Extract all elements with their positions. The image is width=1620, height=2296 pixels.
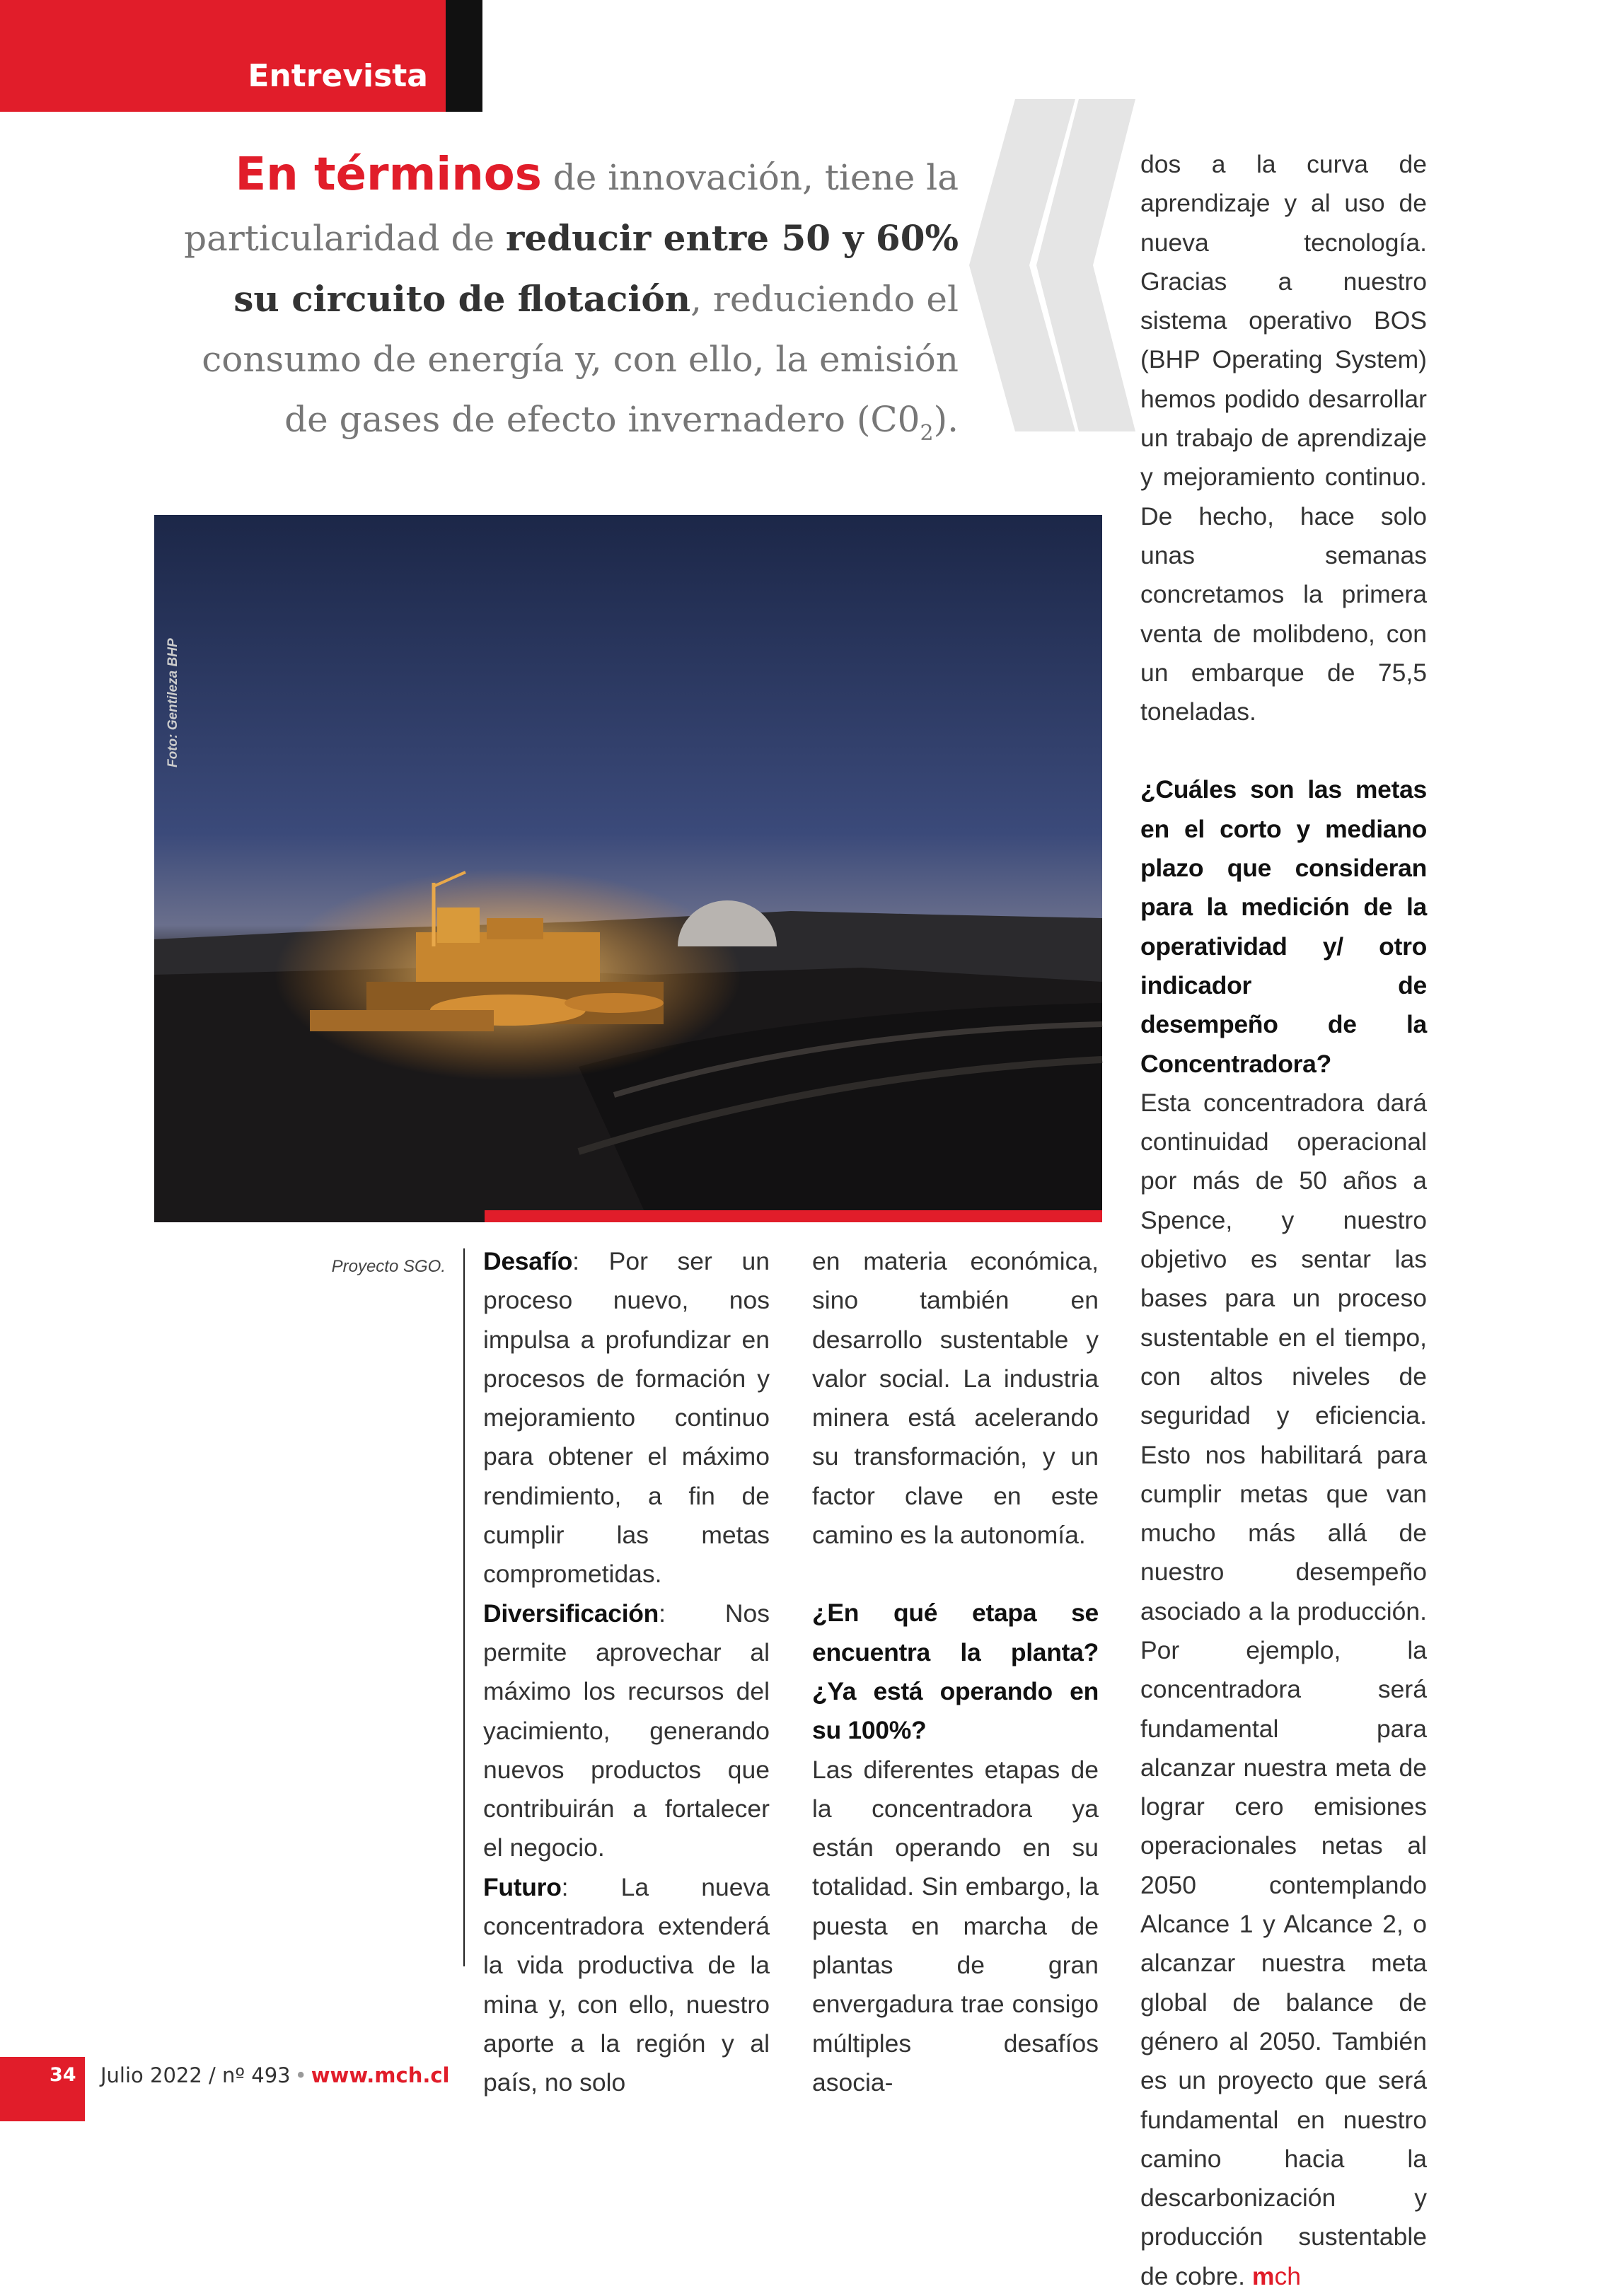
- pull-quote-bold: reducir entre 50 y 60% su circuito de flotación: [233, 217, 959, 320]
- column-divider: [463, 1248, 465, 1966]
- paragraph: Las diferentes etapas de la concentradora ya están operando en su totalidad. Sin embargo, la puesta en marcha de plantas de gran envergadura trae consigo múltiples desafíos asocia-: [812, 1755, 1099, 2097]
- sig-m: m: [1251, 2261, 1275, 2290]
- column-1: [483, 1242, 770, 2103]
- pull-quote-text-2: , reduciendo el consumo de energía y, con ello, la emisión de gases de efecto invernadero (C0: [202, 279, 959, 440]
- paragraph: en materia económica, sino también en desarrollo sustentable y valor social. La industria minera está acelerando su transformación, y un factor clave en este camino es la autonomía.: [812, 1247, 1099, 1550]
- photo-accent-bar: [485, 1210, 1102, 1222]
- section-banner-edge: [446, 0, 482, 112]
- interview-question: ¿Cuáles son las metas en el corto y mediano plazo que consideran para la medición de la operatividad y/ otro indicador de desempeño de la Concentradora?: [1140, 775, 1427, 1078]
- interview-question: ¿En qué etapa se encuentra la planta? ¿Ya está operando en su 100%?: [812, 1599, 1099, 1745]
- pull-quote-text-3: ).: [933, 399, 959, 440]
- section-banner: [0, 0, 482, 112]
- paragraph-final: [1140, 1084, 1427, 2296]
- paragraph-text: Esta concentradora dará continuidad operacional por más de 50 años a Spence, y nuestro objetivo es sentar las bases para un proceso sustentable en el tiempo, con altos niveles de seguridad y eficiencia. Esto nos habilitará para cumplir metas que van mucho más allá de nuestro desempeño asociado a la producción. Por ejemplo, la concentradora será fundamental para alcanzar nuestra meta de lograr cero emisiones operacionales netas al 2050 contemplando Alcance 1 y Alcance 2, o alcanzar nuestra meta global de balance de género al 2050. También es un proyecto que será fundamental en nuestro camino hacia la descarbonización y producción sustentable de cobre.: [1140, 1088, 1427, 2290]
- term-diversificacion: Diversificación: [483, 1599, 659, 1628]
- text-desafio: : Por ser un proceso nuevo, nos impulsa a profundizar en procesos de formación y mejoramiento continuo para obtener el máximo rendimiento, a fin de cumplir las metas comprometidas.: [483, 1247, 770, 1589]
- paragraph-diversificacion: [483, 1594, 770, 1868]
- page-number: 34: [50, 2064, 76, 2086]
- plant-night-photo: [154, 515, 1102, 1222]
- text-futuro: : La nueva concentradora extenderá la vida productiva de la mina y, con ello, nuestro aporte a la región y al país, no solo: [483, 1872, 770, 2097]
- photo-caption: Proyecto SGO.: [331, 1257, 446, 1276]
- website-link[interactable]: www.mch.cl: [311, 2063, 450, 2087]
- issue-info: Julio 2022 / nº 493: [100, 2063, 291, 2087]
- term-desafio: Desafío: [483, 1247, 573, 1275]
- pull-quote-subscript: 2: [920, 421, 934, 446]
- paragraph-futuro: [483, 1868, 770, 2103]
- mch-signature-logo: [1252, 2262, 1301, 2290]
- text-diversificacion: : Nos permite aprovechar al máximo los recursos del yacimiento, generando nuevos productos que contribuirán a fortalecer el negocio.: [483, 1599, 770, 1862]
- term-futuro: Futuro: [483, 1872, 562, 1901]
- footer-separator: •: [294, 2063, 307, 2087]
- section-label: Entrevista: [248, 58, 428, 94]
- pull-quote-text-1: de innovación, tiene la particularidad de: [184, 157, 959, 259]
- paragraph: dos a la curva de aprendizaje y al uso de nueva tecnología. Gracias a nuestro sistema operativo BOS (BHP Operating System) hemos podido desarrollar un trabajo de aprendizaje y mejoramiento continuo. De hecho, hace solo unas semanas concretamos la primera venta de molibdeno, con un embarque de 75,5 toneladas.: [1140, 150, 1427, 726]
- pull-quote: [177, 145, 959, 463]
- photo-credit: Foto: Gentileza BHP: [166, 638, 180, 767]
- column-3: [1140, 145, 1427, 2296]
- quotation-mark-icon: [966, 99, 1135, 431]
- footer: [100, 2063, 450, 2087]
- sig-ch: ch: [1274, 2261, 1301, 2290]
- paragraph-desafio: [483, 1242, 770, 1594]
- pull-quote-lead: En términos: [235, 149, 542, 201]
- column-2: [812, 1242, 1099, 2102]
